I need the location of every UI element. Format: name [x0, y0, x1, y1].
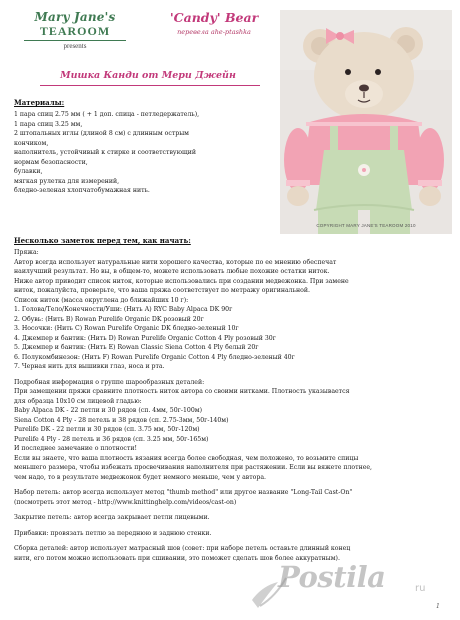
logo-line-3: presents	[63, 42, 87, 50]
pattern-name-block	[150, 10, 278, 36]
notes-line: Ниже автор приводит список ниток, которые использовались при создании медвежонка. При замене	[14, 277, 349, 285]
notes-line: ниток, пожалуйста, проверьте, что ваша пряжа соответствует по метражу оригинальной.	[14, 287, 310, 294]
logo-line-2: TEAROOM	[39, 24, 111, 38]
materials-line: бледно-зеленая хлопчатобумажная нить.	[14, 187, 150, 194]
notes-line: Набор петель: автор всегда использует метод "thumb method" или другое название "Long-Tail Cast-On"	[14, 489, 353, 496]
materials-line: булавки,	[14, 168, 43, 175]
notes-line: Purelife DK - 22 петли и 30 рядов (сп. 3.75 мм, 50г-120м)	[14, 426, 200, 433]
notes-line: 3. Носочки: (Нить С) Rowan Purelife Organic DK бледно-зеленый 10г	[14, 325, 239, 332]
notes-line: чем надо, то в результате медвежонок будет немного меньше, чем у автора.	[14, 473, 267, 481]
photo-copyright: COPYRIGHT MARY JANE'S TEAROOM 2010	[316, 223, 416, 228]
materials-line: 1 пара спиц 2.75 мм ( + 1 доп. спица - петледержатель),	[14, 111, 200, 118]
logo-divider	[24, 40, 126, 41]
notes-line: При замещении пряжи сравните плотность ниток автора со своими нитками. Плотность указывается	[14, 388, 350, 395]
watermark-suffix: ru	[415, 583, 426, 594]
notes-line: нити, его потом можно использовать при сшивании, это поможет сделать шов более аккуратным).	[14, 554, 340, 562]
teddy-bear-illustration	[280, 10, 452, 234]
tearoom-logo	[14, 10, 136, 50]
notes-line: 6. Полукомбинезон: (Нить F) Rowan Purelife Organic Cotton 4 Ply бледно-зеленый 40г	[14, 353, 295, 361]
notes-line: Пряжа:	[14, 249, 39, 256]
document-title: Мишка Канди от Мери Джейн	[60, 70, 236, 81]
notes-line: меньшего размера, чтобы избежать просвечивания наполнителя при растяжении. Если вы вяжете плотнее,	[14, 464, 372, 471]
notes-line: Siena Cotton 4 Ply - 28 петель и 38 рядов (сп. 2.75-3мм, 50г-140м)	[14, 416, 229, 424]
notes-line: Baby Alpaca DK - 22 петли и 30 рядов (сп. 4мм, 50г-100м)	[14, 407, 203, 414]
materials-line: наполнитель, устойчивый к стирке и соответствующий	[14, 149, 196, 156]
notes-text	[14, 248, 454, 563]
materials-list	[14, 110, 199, 196]
notes-line: 5. Джемпер и бантик: (Нить Е) Rowan Classic Siena Cotton 4 Ply белый 20г	[14, 344, 259, 351]
notes-line: 4. Джемпер и бантик: (Нить D) Rowan Purelife Organic Cotton 4 Ply розовый 30г	[14, 334, 276, 342]
materials-line: 1 пара спиц 3.25 мм,	[14, 120, 83, 128]
notes-line: 1. Голова/Тело/Конечности/Уши: (Нить А) RYC Baby Alpaca DK 90г	[14, 306, 233, 313]
translator-credit: перевела ahe-ptashka	[177, 28, 251, 36]
notes-line: наилучший результат. Но вы, в общем-то, можете использовать любые похожие остатки ниток.	[14, 268, 330, 275]
materials-heading: Материалы:	[14, 98, 65, 107]
notes-line: Закрытие петель: автор всегда закрывает петли лицевыми.	[14, 514, 210, 521]
notes-line: Если вы знаете, что ваша плотность вязания всегда более свободная, чем положено, то возьмите спицы	[14, 454, 359, 462]
materials-line: нормам безопасности,	[14, 158, 88, 166]
notes-heading: Несколько заметок перед тем, как начать:	[14, 236, 191, 245]
materials-line: мягкая рулетка для измерений,	[14, 177, 120, 185]
notes-line: 7. Черная нить для вышивки глаз, носа и рта.	[14, 363, 165, 370]
notes-line: Список ниток (масса округлена до ближайших 10 г):	[14, 296, 189, 304]
title-underline	[40, 85, 260, 86]
pattern-name: 'Candy' Bear	[169, 10, 259, 25]
notes-line: (посмотреть этот метод - http://www.knittinghelp.com/videos/cast-on)	[14, 498, 237, 506]
notes-line: Сборка деталей: автор использует матрасный шов (совет: при наборе петель оставьте длинный конец	[14, 545, 351, 552]
notes-line: Подробная информация о группе шарообразных деталей:	[14, 378, 205, 386]
page-number: 1	[436, 603, 440, 610]
notes-line: для образца 10х10 см лицевой гладью:	[14, 397, 142, 405]
notes-line: 2. Обувь: (Нить В) Rowan Purelife Organic DK розовый 20г	[14, 315, 204, 323]
logo-line-1: Mary Jane's	[34, 10, 116, 24]
notes-line: Purelife 4 Ply - 28 петель и 36 рядов (сп. 3.25 мм, 50г-165м)	[14, 435, 209, 443]
notes-line: И последнее замечание о плотности!	[14, 445, 137, 452]
notes-line: Автор всегда использует натуральные нити хорошего качества, которые по ее мнению обеспечат	[14, 258, 337, 266]
materials-line: кончиком,	[14, 139, 49, 147]
watermark-text: Postila	[278, 560, 386, 594]
notes-line: Прибавки: провязать петлю за переднюю и заднюю стенки.	[14, 529, 212, 537]
bear-photo	[280, 10, 452, 234]
materials-line: 2 штопальных иглы (длиной 8 см) с длинным острым	[14, 130, 189, 137]
